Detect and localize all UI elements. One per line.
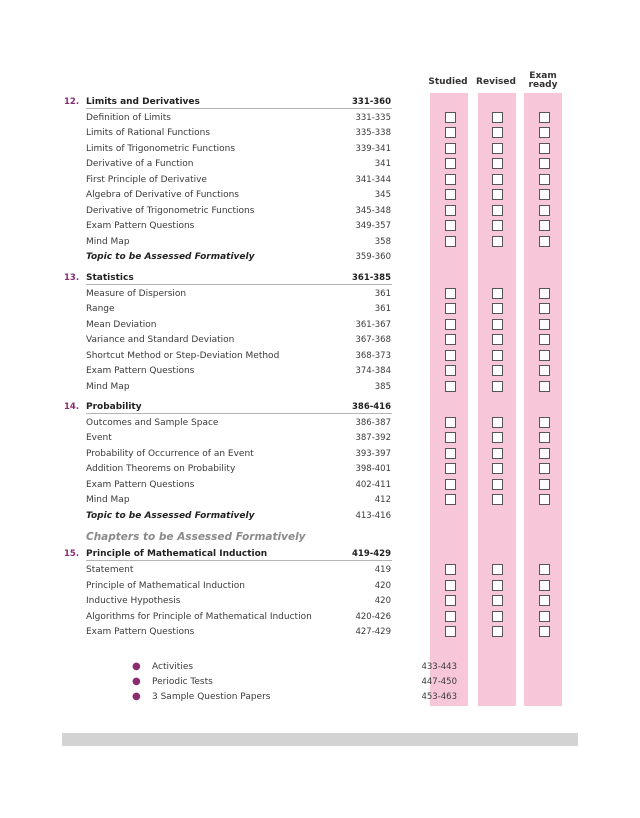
revised-checkbox[interactable]	[492, 417, 503, 428]
bullet-icon: ●	[132, 676, 141, 687]
entry-title[interactable]: Statistics	[86, 273, 134, 283]
chapter-rule	[86, 108, 392, 109]
column-header-studied: Studied	[428, 77, 468, 87]
chapter-rule	[86, 284, 392, 285]
entry-pages: 359-360	[355, 252, 391, 262]
entry-title[interactable]: First Principle of Derivative	[86, 175, 207, 185]
entry-title[interactable]: Periodic Tests	[152, 677, 213, 687]
revised-checkbox[interactable]	[492, 189, 503, 200]
exam_ready-checkbox[interactable]	[539, 611, 550, 622]
revised-checkbox[interactable]	[492, 448, 503, 459]
entry-title[interactable]: Addition Theorems on Probability	[86, 464, 236, 474]
entry-title[interactable]: Mind Map	[86, 382, 130, 392]
exam_ready-checkbox[interactable]	[539, 463, 550, 474]
chapter-row	[0, 400, 640, 414]
studied-checkbox[interactable]	[445, 432, 456, 443]
chapter-rule	[86, 560, 392, 561]
revised-checkbox[interactable]	[492, 494, 503, 505]
entry-title[interactable]: Definition of Limits	[86, 113, 171, 123]
exam_ready-checkbox[interactable]	[539, 350, 550, 361]
entry-title[interactable]: Mind Map	[86, 237, 130, 247]
entry-pages: 447-450	[421, 677, 457, 687]
entry-title[interactable]: Variance and Standard Deviation	[86, 335, 235, 345]
entry-pages: 361-385	[351, 273, 391, 283]
exam_ready-checkbox[interactable]	[539, 564, 550, 575]
exam_ready-checkbox[interactable]	[539, 494, 550, 505]
exam_ready-checkbox[interactable]	[539, 189, 550, 200]
revised-checkbox[interactable]	[492, 112, 503, 123]
chapter-number: 13.	[64, 273, 80, 283]
entry-title[interactable]: Shortcut Method or Step-Deviation Method	[86, 351, 280, 361]
entry-pages: 427-429	[355, 627, 391, 637]
studied-checkbox[interactable]	[445, 580, 456, 591]
exam_ready-checkbox[interactable]	[539, 220, 550, 231]
entry-pages: 361	[374, 289, 391, 299]
entry-pages: 420-426	[355, 612, 391, 622]
revised-checkbox[interactable]	[492, 432, 503, 443]
exam_ready-checkbox[interactable]	[539, 127, 550, 138]
studied-checkbox[interactable]	[445, 448, 456, 459]
revised-checkbox[interactable]	[492, 381, 503, 392]
entry-title[interactable]: Exam Pattern Questions	[86, 366, 195, 376]
revised-checkbox[interactable]	[492, 127, 503, 138]
exam_ready-checkbox[interactable]	[539, 236, 550, 247]
exam_ready-checkbox[interactable]	[539, 174, 550, 185]
entry-pages: 361	[374, 304, 391, 314]
entry-pages: 387-392	[355, 433, 391, 443]
entry-pages: 345-348	[355, 206, 391, 216]
entry-title[interactable]: Topic to be Assessed Formatively	[86, 511, 255, 521]
entry-title[interactable]: Principle of Mathematical Induction	[86, 581, 245, 591]
entry-title[interactable]: Inductive Hypothesis	[86, 596, 181, 606]
chapter-row	[0, 547, 640, 561]
entry-title[interactable]: Principle of Mathematical Induction	[86, 549, 268, 559]
exam_ready-checkbox[interactable]	[539, 448, 550, 459]
entry-title[interactable]: Mean Deviation	[86, 320, 157, 330]
studied-checkbox[interactable]	[445, 220, 456, 231]
entry-pages: 386-387	[355, 418, 391, 428]
entry-pages: 331-335	[355, 113, 391, 123]
exam_ready-checkbox[interactable]	[539, 112, 550, 123]
studied-checkbox[interactable]	[445, 365, 456, 376]
entry-pages: 349-357	[355, 221, 391, 231]
bullet-row	[66, 660, 640, 674]
entry-title[interactable]: Range	[86, 304, 115, 314]
chapter-rule	[86, 413, 392, 414]
entry-pages: 433-443	[421, 662, 457, 672]
entry-pages: 361-367	[355, 320, 391, 330]
entry-pages: 341	[374, 159, 391, 169]
bullet-icon: ●	[132, 661, 141, 672]
revised-checkbox[interactable]	[492, 288, 503, 299]
entry-title[interactable]: Limits and Derivatives	[86, 97, 200, 107]
studied-checkbox[interactable]	[445, 236, 456, 247]
entry-title[interactable]: Outcomes and Sample Space	[86, 418, 219, 428]
exam_ready-checkbox[interactable]	[539, 319, 550, 330]
entry-pages: 402-411	[355, 480, 391, 490]
entry-title[interactable]: Probability of Occurrence of an Event	[86, 449, 254, 459]
entry-title[interactable]: Measure of Dispersion	[86, 289, 187, 299]
exam_ready-checkbox[interactable]	[539, 626, 550, 637]
entry-title[interactable]: Derivative of Trigonometric Functions	[86, 206, 255, 216]
chapter-row	[0, 271, 640, 285]
exam_ready-checkbox[interactable]	[539, 334, 550, 345]
entry-pages: 368-373	[355, 351, 391, 361]
entry-pages: 345	[374, 190, 391, 200]
studied-checkbox[interactable]	[445, 595, 456, 606]
chapter-number: 14.	[64, 402, 80, 412]
entry-title[interactable]: Limits of Trigonometric Functions	[86, 144, 236, 154]
column-header-revised: Revised	[476, 77, 516, 87]
entry-pages: 358	[374, 237, 391, 247]
studied-checkbox[interactable]	[445, 479, 456, 490]
studied-checkbox[interactable]	[445, 158, 456, 169]
revised-checkbox[interactable]	[492, 174, 503, 185]
entry-pages: 398-401	[355, 464, 391, 474]
entry-pages: 419	[374, 565, 391, 575]
studied-checkbox[interactable]	[445, 564, 456, 575]
chapter-number: 12.	[64, 97, 80, 107]
studied-checkbox[interactable]	[445, 626, 456, 637]
revised-checkbox[interactable]	[492, 611, 503, 622]
entry-pages: 374-384	[355, 366, 391, 376]
entry-title[interactable]: Mind Map	[86, 495, 130, 505]
revised-checkbox[interactable]	[492, 143, 503, 154]
entry-pages: 335-338	[355, 128, 391, 138]
entry-pages: 385	[374, 382, 391, 392]
exam_ready-checkbox[interactable]	[539, 595, 550, 606]
studied-checkbox[interactable]	[445, 381, 456, 392]
formative-row	[0, 509, 640, 523]
revised-checkbox[interactable]	[492, 463, 503, 474]
exam_ready-checkbox[interactable]	[539, 205, 550, 216]
revised-checkbox[interactable]	[492, 365, 503, 376]
entry-pages: 413-416	[355, 511, 391, 521]
exam_ready-checkbox[interactable]	[539, 143, 550, 154]
entry-pages: 420	[374, 581, 391, 591]
studied-checkbox[interactable]	[445, 494, 456, 505]
revised-checkbox[interactable]	[492, 236, 503, 247]
revised-checkbox[interactable]	[492, 479, 503, 490]
bullet-row	[66, 675, 640, 689]
entry-pages: 331-360	[351, 97, 391, 107]
section-heading: Chapters to be Assessed Formatively	[86, 531, 306, 543]
entry-pages: 339-341	[355, 144, 391, 154]
entry-title[interactable]: Event	[86, 433, 112, 443]
studied-checkbox[interactable]	[445, 417, 456, 428]
exam_ready-checkbox[interactable]	[539, 479, 550, 490]
revised-checkbox[interactable]	[492, 220, 503, 231]
exam_ready-checkbox[interactable]	[539, 158, 550, 169]
formative-row	[0, 250, 640, 264]
exam_ready-checkbox[interactable]	[539, 417, 550, 428]
studied-checkbox[interactable]	[445, 112, 456, 123]
exam_ready-checkbox[interactable]	[539, 432, 550, 443]
column-header-exam_ready: Exam ready	[528, 71, 558, 90]
revised-checkbox[interactable]	[492, 580, 503, 591]
revised-checkbox[interactable]	[492, 564, 503, 575]
entry-title[interactable]: Exam Pattern Questions	[86, 221, 195, 231]
entry-pages: 453-463	[421, 692, 457, 702]
studied-checkbox[interactable]	[445, 334, 456, 345]
exam_ready-checkbox[interactable]	[539, 303, 550, 314]
studied-checkbox[interactable]	[445, 303, 456, 314]
entry-title[interactable]: Exam Pattern Questions	[86, 627, 195, 637]
revised-checkbox[interactable]	[492, 626, 503, 637]
bullet-row	[66, 690, 640, 704]
chapter-row	[0, 95, 640, 109]
revised-checkbox[interactable]	[492, 334, 503, 345]
entry-title[interactable]: Algorithms for Principle of Mathematical Induction	[86, 612, 312, 622]
studied-checkbox[interactable]	[445, 189, 456, 200]
revised-checkbox[interactable]	[492, 205, 503, 216]
entry-title[interactable]: Derivative of a Function	[86, 159, 194, 169]
exam_ready-checkbox[interactable]	[539, 381, 550, 392]
studied-checkbox[interactable]	[445, 350, 456, 361]
entry-title[interactable]: Exam Pattern Questions	[86, 480, 195, 490]
entry-pages: 367-368	[355, 335, 391, 345]
entry-title[interactable]: Limits of Rational Functions	[86, 128, 211, 138]
revised-checkbox[interactable]	[492, 303, 503, 314]
studied-checkbox[interactable]	[445, 205, 456, 216]
studied-checkbox[interactable]	[445, 174, 456, 185]
bullet-icon: ●	[132, 691, 141, 702]
studied-checkbox[interactable]	[445, 288, 456, 299]
revised-checkbox[interactable]	[492, 158, 503, 169]
exam_ready-checkbox[interactable]	[539, 365, 550, 376]
entry-title[interactable]: Activities	[152, 662, 194, 672]
entry-pages: 393-397	[355, 449, 391, 459]
entry-title[interactable]: Probability	[86, 402, 142, 412]
studied-checkbox[interactable]	[445, 463, 456, 474]
footer-bar	[62, 733, 578, 746]
entry-title[interactable]: Topic to be Assessed Formatively	[86, 252, 255, 262]
entry-title[interactable]: Algebra of Derivative of Functions	[86, 190, 239, 200]
entry-title[interactable]: 3 Sample Question Papers	[152, 692, 271, 702]
entry-pages: 386-416	[351, 402, 391, 412]
revised-checkbox[interactable]	[492, 595, 503, 606]
studied-checkbox[interactable]	[445, 319, 456, 330]
entry-pages: 420	[374, 596, 391, 606]
entry-title[interactable]: Statement	[86, 565, 134, 575]
exam_ready-checkbox[interactable]	[539, 288, 550, 299]
entry-pages: 341-344	[355, 175, 391, 185]
studied-checkbox[interactable]	[445, 127, 456, 138]
entry-pages: 419-429	[351, 549, 391, 559]
studied-checkbox[interactable]	[445, 611, 456, 622]
chapter-number: 15.	[64, 549, 80, 559]
entry-pages: 412	[374, 495, 391, 505]
revised-checkbox[interactable]	[492, 350, 503, 361]
exam_ready-checkbox[interactable]	[539, 580, 550, 591]
studied-checkbox[interactable]	[445, 143, 456, 154]
revised-checkbox[interactable]	[492, 319, 503, 330]
